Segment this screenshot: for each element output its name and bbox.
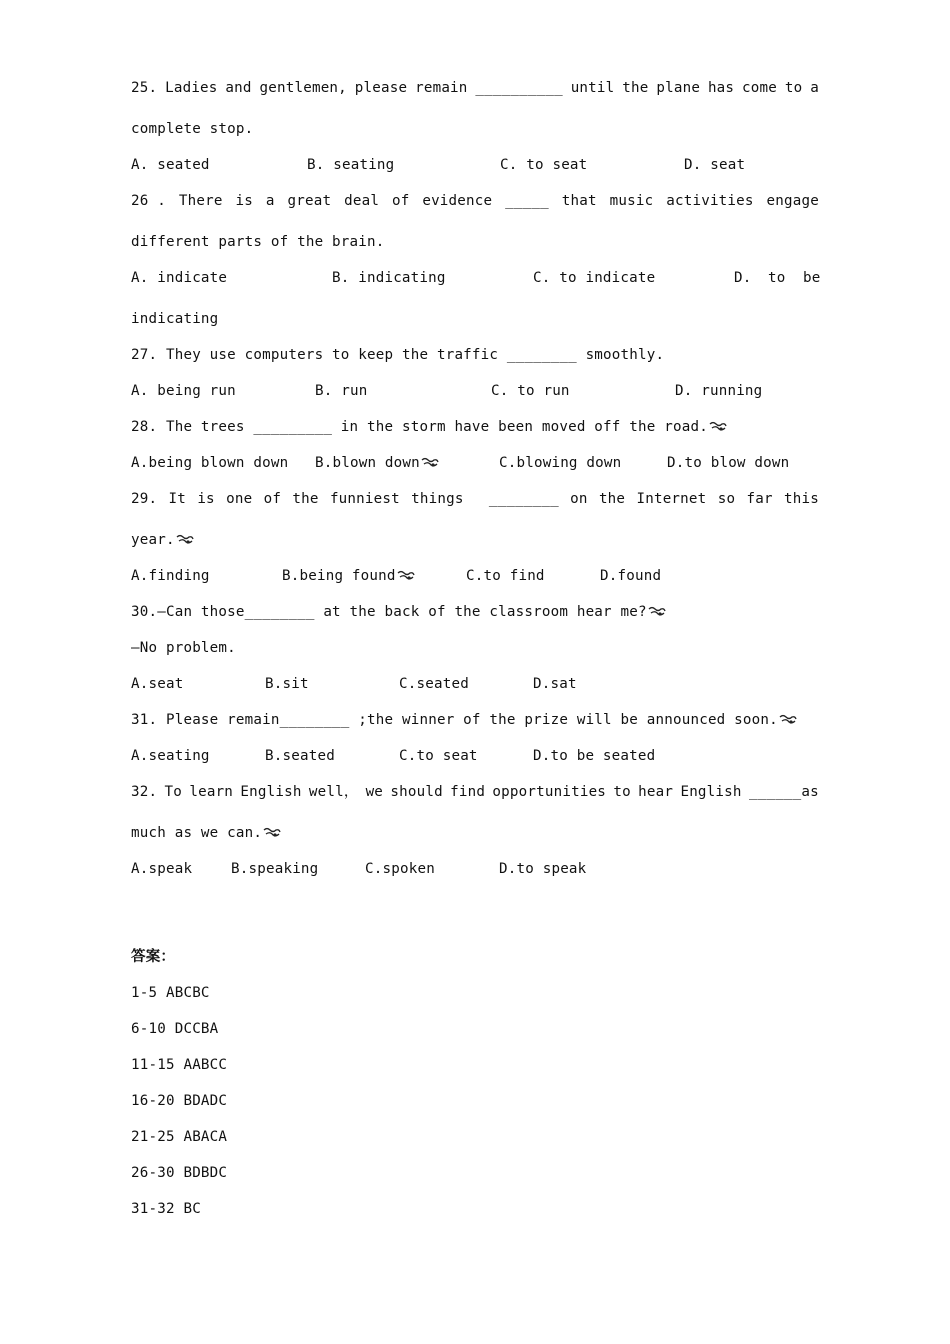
option-b: B. run [315, 383, 368, 399]
option-c: C.to seat [399, 748, 478, 764]
scribble-mark-icon [709, 420, 727, 432]
answer-row: 11-15 AABCC [131, 1057, 228, 1073]
answer-row: 16-20 BDADC [131, 1093, 228, 1109]
option-a: A. seated [131, 157, 210, 173]
option-c: C. to indicate [533, 270, 656, 286]
question-28-options [131, 445, 819, 481]
question-30-line1: 30.—Can those________ at the back of the classroom hear me? [131, 594, 819, 630]
question-30-options [131, 666, 819, 702]
option-b: B. seating [307, 157, 395, 173]
question-32-line1: 32. To learn English well， we should find opportunities to hear English ______as [131, 784, 819, 800]
option-c: C.blowing down [499, 455, 622, 471]
question-25-line1: 25. Ladies and gentlemen, please remain __________ until the plane has come to a [131, 80, 819, 96]
question-29-options [131, 558, 819, 594]
option-c: C.seated [399, 676, 469, 692]
option-b: B.speaking [231, 861, 319, 877]
option-c: C. to run [491, 383, 570, 399]
question-27-line1: 27. They use computers to keep the traffic ________ smoothly. [131, 347, 665, 363]
option-d: D.to speak [499, 861, 587, 877]
scribble-mark-icon [648, 605, 666, 617]
question-31-options [131, 738, 819, 774]
question-31-line1: 31. Please remain________ ;the winner of the prize will be announced soon. [131, 702, 819, 738]
question-25-options [131, 147, 819, 183]
option-c: C.spoken [365, 861, 435, 877]
option-d: D. [734, 270, 752, 286]
option-d: D.sat [533, 676, 577, 692]
option-c: C. to seat [500, 157, 588, 173]
worksheet [131, 70, 819, 1227]
question-29-line2: year. [131, 522, 819, 558]
option-a: A.finding [131, 568, 210, 584]
option-a: A.seat [131, 676, 184, 692]
question-32-options [131, 851, 819, 887]
answer-row: 1-5 ABCBC [131, 985, 210, 1001]
answer-row: 31-32 BC [131, 1201, 201, 1217]
question-32-line2: much as we can. [131, 815, 819, 851]
scribble-mark-icon [397, 569, 415, 581]
scribble-mark-icon [421, 456, 439, 468]
option-a: A. being run [131, 383, 236, 399]
answer-row: 21-25 ABACA [131, 1129, 228, 1145]
option-c: C.to find [466, 568, 545, 584]
scribble-mark-icon [176, 533, 194, 545]
answer-row: 26-30 BDBDC [131, 1165, 228, 1181]
question-26-line1: 26 . There is a great deal of evidence _____ that music activities engage [131, 193, 819, 209]
option-d: D.to be seated [533, 748, 656, 764]
question-29-line1: 29. It is one of the funniest things ________ on the Internet so far this [131, 491, 819, 507]
scribble-mark-icon [779, 713, 797, 725]
option-b: B.being found [282, 558, 415, 594]
option-d: D.to blow down [667, 455, 790, 471]
question-27-options [131, 373, 819, 409]
option-a: A.seating [131, 748, 210, 764]
question-26-line3: indicating [131, 311, 219, 327]
option-b: B.blown down [315, 445, 439, 481]
answer-row: 6-10 DCCBA [131, 1021, 219, 1037]
scribble-mark-icon [263, 826, 281, 838]
option-d: D.found [600, 568, 662, 584]
option-b: B. indicating [332, 270, 446, 286]
option-a: A. indicate [131, 270, 228, 286]
question-25-line2: complete stop. [131, 121, 254, 137]
question-26-line2: different parts of the brain. [131, 234, 385, 250]
option-b: B.sit [265, 676, 309, 692]
question-26-options: A. indicate B. indicating C. to indicate D. to be [131, 260, 819, 301]
answers-title: 答案： [131, 949, 176, 965]
question-28-line1: 28. The trees _________ in the storm have been moved off the road. [131, 409, 819, 445]
option-d: D. seat [684, 157, 746, 173]
question-30-line2: —No problem. [131, 640, 236, 656]
option-d: D. running [675, 383, 763, 399]
option-b: B.seated [265, 748, 335, 764]
option-a: A.being blown down [131, 455, 289, 471]
option-a: A.speak [131, 861, 193, 877]
